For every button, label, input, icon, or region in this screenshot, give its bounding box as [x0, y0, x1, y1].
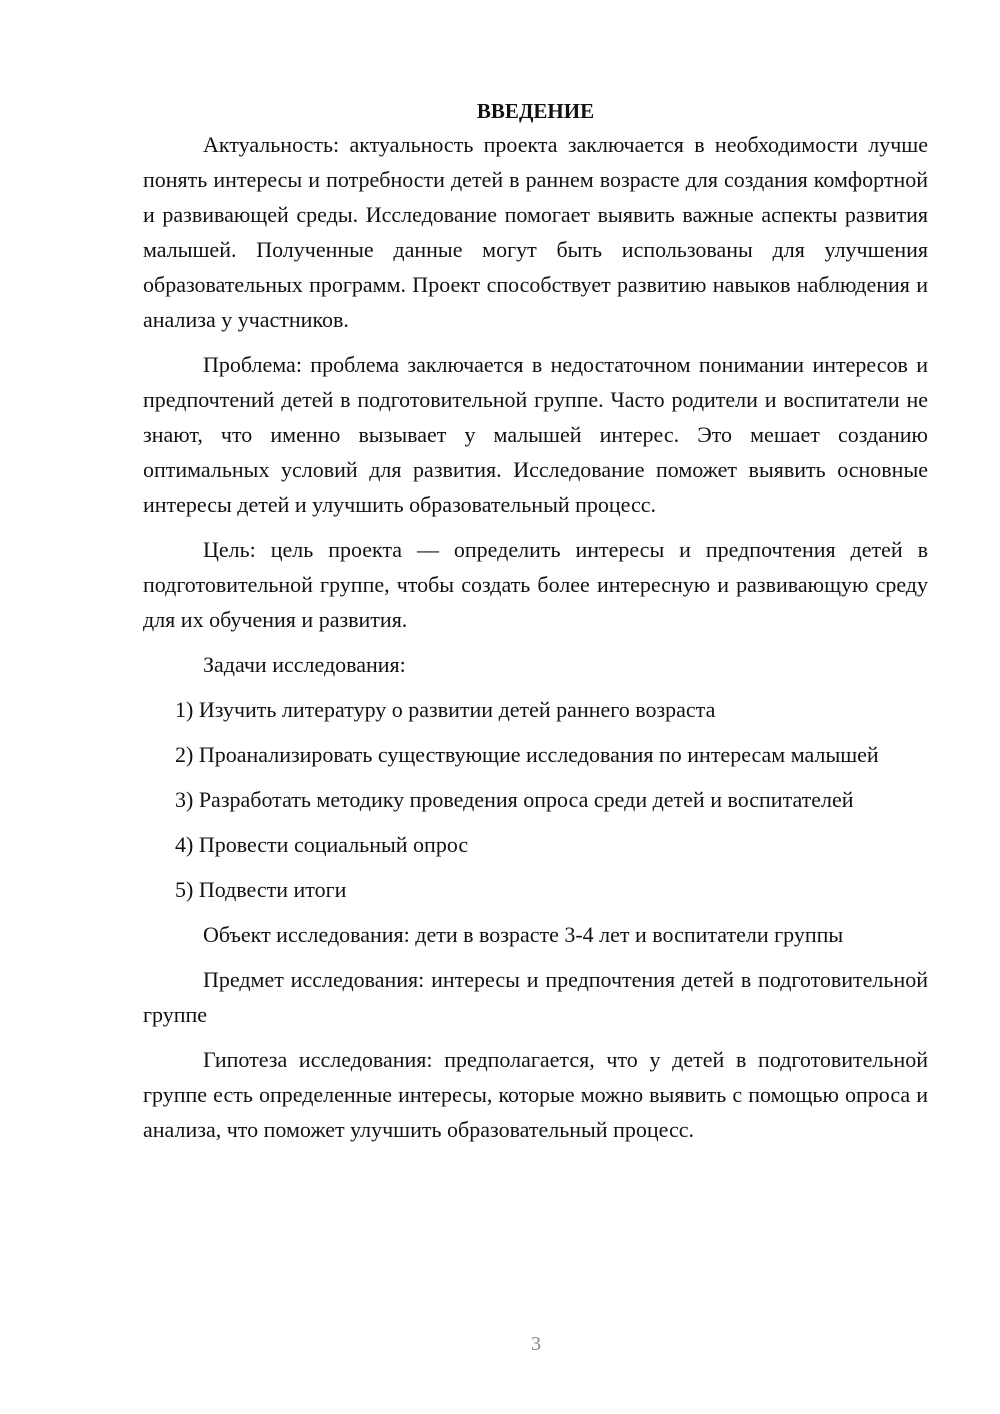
object-paragraph: Объект исследования: дети в возрасте 3-4 лет и воспитатели группы [203, 922, 844, 947]
hypothesis-paragraph: Гипотеза исследования: предполагается, что у детей в подготовительной группе есть определенные интересы, которые можно выявить с помощью опроса и анализа, что поможет улучшить образовательный процесс. [143, 1047, 928, 1142]
page-number: 3 [531, 1333, 541, 1355]
section-title: ВВЕДЕНИЕ [476, 99, 595, 123]
goal-paragraph: Цель: цель проекта — определить интересы и предпочтения детей в подготовительной группе, чтобы создать более интересную и развивающую среду для их обучения и развития. [143, 537, 928, 632]
task-item-4: 4) Провести социальный опрос [175, 832, 469, 857]
task-item-5: 5) Подвести итоги [175, 877, 347, 902]
task-item-1: 1) Изучить литературу о развитии детей раннего возраста [175, 697, 716, 722]
tasks-label: Задачи исследования: [203, 652, 406, 677]
subject-paragraph: Предмет исследования: интересы и предпочтения детей в подготовительной группе [143, 967, 928, 1027]
relevance-paragraph: Актуальность: актуальность проекта заключается в необходимости лучше понять интересы и потребности детей в раннем возрасте для создания комфортной и развивающей среды. Исследование помогает выявить важные аспекты развития малышей. Полученные данные могут быть использованы для улучшения образовательных программ. Проект способствует развитию навыков наблюдения и анализа у участников. [143, 132, 928, 332]
document-page [143, 94, 928, 1157]
problem-paragraph: Проблема: проблема заключается в недостаточном понимании интересов и предпочтений детей в подготовительной группе. Часто родители и воспитатели не знают, что именно вызывает у малышей интерес. Это мешает созданию оптимальных условий для развития. Исследование поможет выявить основные интересы детей и улучшить образовательный процесс. [143, 352, 928, 517]
task-item-2: 2) Проанализировать существующие исследования по интересам малышей [175, 742, 879, 767]
task-item-3: 3) Разработать методику проведения опроса среди детей и воспитателей [175, 787, 854, 812]
